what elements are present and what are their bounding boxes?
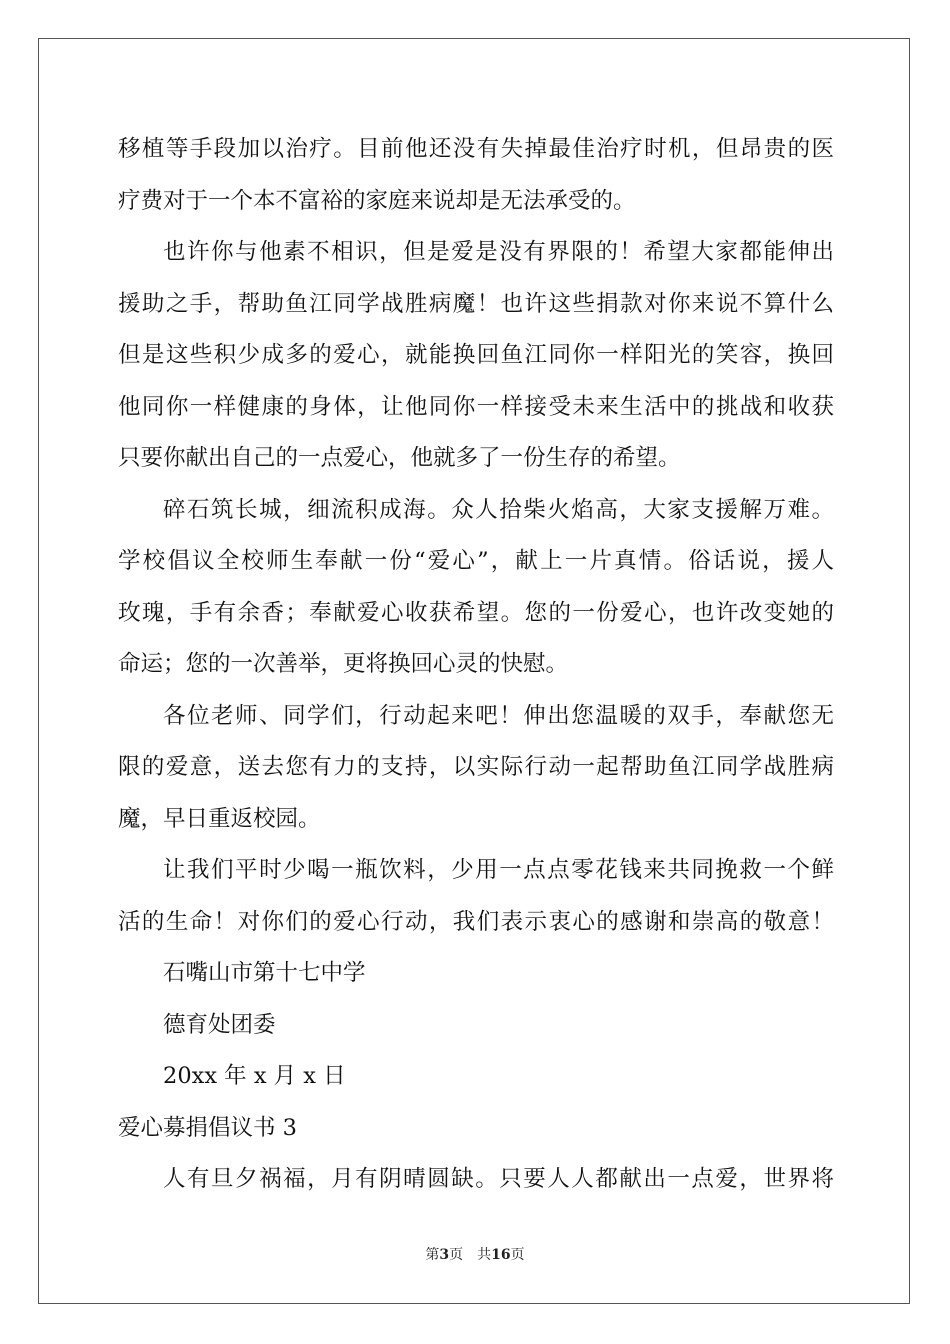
- text-line: 魔，早日重返校园。: [118, 805, 321, 832]
- text-line: 他同你一样健康的身体，让他同你一样接受未来生活中的挑战和收获: [118, 393, 834, 420]
- text-line: 碎石筑长城，细流积成海。众人拾柴火焰高，大家支援解万难。: [163, 496, 834, 523]
- text-line: 援助之手，帮助鱼江同学战胜病魔！也许这些捐款对你来说不算什么: [118, 290, 834, 317]
- footer-mid: 页 共: [449, 1247, 492, 1263]
- page-footer: [0, 1244, 950, 1264]
- footer-prefix: 第: [425, 1247, 440, 1263]
- text-line: 人有旦夕祸福，月有阴晴圆缺。只要人人都献出一点爱，世界将: [163, 1166, 834, 1192]
- text-line: 德育处团委: [163, 1011, 276, 1038]
- text-line: 20xx 年 x 月 x 日: [163, 1063, 346, 1089]
- footer-page-number: 3: [439, 1247, 450, 1263]
- text-line: 疗费对于一个本不富裕的家庭来说却是无法承受的。: [118, 187, 636, 214]
- footer-suffix: 页: [510, 1247, 525, 1263]
- text-line: 移植等手段加以治疗。目前他还没有失掉最佳治疗时机，但昂贵的医: [118, 136, 834, 162]
- text-line: 活的生命！对你们的爱心行动，我们表示衷心的感谢和崇高的敬意！: [118, 908, 834, 935]
- text-line: 学校倡议全校师生奉献一份“爱心”，献上一片真情。俗话说，援人: [118, 548, 834, 574]
- text-line: 让我们平时少喝一瓶饮料，少用一点点零花钱来共同挽救一个鲜: [163, 857, 834, 883]
- document-body: [118, 124, 834, 1206]
- text-line: 只要你献出自己的一点爱心，他就多了一份生存的希望。: [118, 445, 681, 471]
- text-line: 玫瑰，手有余香；奉献爱心收获希望。您的一份爱心，也许改变她的: [118, 599, 834, 626]
- text-line: 石嘴山市第十七中学: [163, 960, 366, 986]
- text-line: 爱心募捐倡议书 3: [118, 1114, 297, 1141]
- text-line: 也许你与他素不相识，但是爱是没有界限的！希望大家都能伸出: [163, 239, 834, 265]
- text-line: 限的爱意，送去您有力的支持，以实际行动一起帮助鱼江同学战胜病: [118, 754, 834, 780]
- text-line: 但是这些积少成多的爱心，就能换回鱼江同你一样阳光的笑容，换回: [118, 342, 834, 368]
- text-line: 各位老师、同学们，行动起来吧！伸出您温暖的双手，奉献您无: [163, 702, 834, 729]
- text-line: 命运；您的一次善举，更将换回心灵的快慰。: [118, 651, 569, 677]
- footer-total-pages: 16: [491, 1247, 511, 1263]
